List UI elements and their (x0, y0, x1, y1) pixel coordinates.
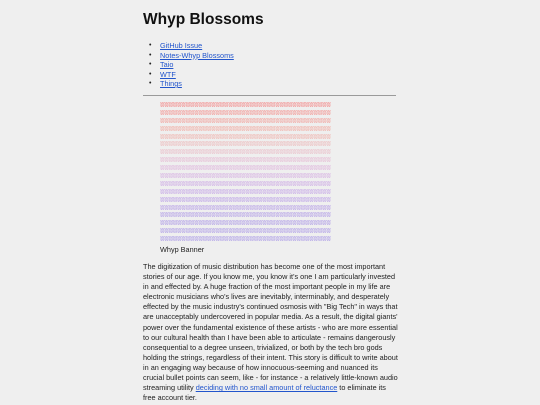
list-item (147, 41, 234, 51)
banner-pattern-row: ʬʬʬʬʬʬʬʬʬʬʬʬʬʬʬʬʬʬʬʬʬʬʬʬʬʬʬʬʬʬʬʬʬʬʬʬʬʬʬʬ (160, 131, 331, 141)
bullet-icon: • (149, 70, 152, 78)
bullet-icon: • (149, 42, 152, 49)
banner-pattern-row: ʬʬʬʬʬʬʬʬʬʬʬʬʬʬʬʬʬʬʬʬʬʬʬʬʬʬʬʬʬʬʬʬʬʬʬʬʬʬʬʬ (160, 101, 331, 109)
banner-pattern-row: ʬʬʬʬʬʬʬʬʬʬʬʬʬʬʬʬʬʬʬʬʬʬʬʬʬʬʬʬʬʬʬʬʬʬʬʬʬʬʬʬ (160, 234, 331, 243)
whyp-banner-image (160, 101, 371, 243)
link-things[interactable]: Things (160, 79, 182, 88)
bullet-icon: • (149, 61, 152, 68)
link-notes-whyp-blossoms[interactable]: Notes-Whyp Blossoms (160, 50, 234, 60)
article-inline-link[interactable]: deciding with no small amount of reluctance (195, 383, 338, 393)
list-item (147, 60, 234, 70)
article-text-end: to eliminate its free account tier. (143, 383, 386, 403)
banner-pattern-row: ʬʬʬʬʬʬʬʬʬʬʬʬʬʬʬʬʬʬʬʬʬʬʬʬʬʬʬʬʬʬʬʬʬʬʬʬʬʬʬʬ (160, 226, 331, 236)
link-list (147, 41, 234, 89)
list-item (147, 51, 234, 61)
banner-pattern-row: ʬʬʬʬʬʬʬʬʬʬʬʬʬʬʬʬʬʬʬʬʬʬʬʬʬʬʬʬʬʬʬʬʬʬʬʬʬʬʬʬ (160, 147, 331, 157)
banner-pattern-row: ʬʬʬʬʬʬʬʬʬʬʬʬʬʬʬʬʬʬʬʬʬʬʬʬʬʬʬʬʬʬʬʬʬʬʬʬʬʬʬʬ (160, 163, 331, 173)
list-item (147, 79, 234, 89)
article-paragraph (143, 262, 399, 403)
banner-pattern-row: ʬʬʬʬʬʬʬʬʬʬʬʬʬʬʬʬʬʬʬʬʬʬʬʬʬʬʬʬʬʬʬʬʬʬʬʬʬʬʬʬ (160, 171, 331, 181)
bullet-icon: • (149, 51, 152, 59)
banner-pattern-row: ʬʬʬʬʬʬʬʬʬʬʬʬʬʬʬʬʬʬʬʬʬʬʬʬʬʬʬʬʬʬʬʬʬʬʬʬʬʬʬʬ (160, 202, 331, 212)
article-text-start: The digitization of music distribution has become one of the most important stories of our age. If you know me, you know it's one I am particularly invested in and effected by. A huge fraction of the most important people in my life are electronic musicians who's lives are inevitably, interminably, and desperately effected by the music industry's continued osmosis with "Big Tech" in ways that are unacceptably undercovered in popular media. As a result, the digital giants' power over the fundamental existence of these artists - who are more essential to our cultural health than I have been able to articulate - remains dangerously consequential to a degree unseen, trivialized, or both by the tech bro gods holding the strings, regardless of their intent. This story is difficult to write about in an engaging way because of how innocuous-seeming and nuanced its crucial bullet points can seem, like - for instance - a relatively little-known audio streaming utility (143, 262, 398, 393)
list-item (147, 70, 234, 80)
banner-pattern-row: ʬʬʬʬʬʬʬʬʬʬʬʬʬʬʬʬʬʬʬʬʬʬʬʬʬʬʬʬʬʬʬʬʬʬʬʬʬʬʬʬ (160, 107, 331, 117)
banner-pattern-row: ʬʬʬʬʬʬʬʬʬʬʬʬʬʬʬʬʬʬʬʬʬʬʬʬʬʬʬʬʬʬʬʬʬʬʬʬʬʬʬʬ (160, 194, 331, 204)
banner-pattern-row: ʬʬʬʬʬʬʬʬʬʬʬʬʬʬʬʬʬʬʬʬʬʬʬʬʬʬʬʬʬʬʬʬʬʬʬʬʬʬʬʬ (160, 115, 331, 125)
banner-caption: Whyp Banner (160, 245, 205, 254)
banner-pattern-row: ʬʬʬʬʬʬʬʬʬʬʬʬʬʬʬʬʬʬʬʬʬʬʬʬʬʬʬʬʬʬʬʬʬʬʬʬʬʬʬʬ (160, 123, 331, 133)
page-title: Whyp Blossoms (143, 11, 264, 28)
link-github-issue[interactable]: GitHub Issue (160, 41, 203, 50)
banner-pattern-row: ʬʬʬʬʬʬʬʬʬʬʬʬʬʬʬʬʬʬʬʬʬʬʬʬʬʬʬʬʬʬʬʬʬʬʬʬʬʬʬʬ (160, 139, 331, 149)
banner-pattern-row: ʬʬʬʬʬʬʬʬʬʬʬʬʬʬʬʬʬʬʬʬʬʬʬʬʬʬʬʬʬʬʬʬʬʬʬʬʬʬʬʬ (160, 210, 331, 220)
bullet-icon: • (149, 80, 152, 87)
link-wtf[interactable]: WTF (160, 69, 176, 79)
banner-pattern-row: ʬʬʬʬʬʬʬʬʬʬʬʬʬʬʬʬʬʬʬʬʬʬʬʬʬʬʬʬʬʬʬʬʬʬʬʬʬʬʬʬ (160, 178, 331, 188)
horizontal-divider (143, 95, 396, 96)
banner-pattern-row: ʬʬʬʬʬʬʬʬʬʬʬʬʬʬʬʬʬʬʬʬʬʬʬʬʬʬʬʬʬʬʬʬʬʬʬʬʬʬʬʬ (160, 186, 331, 196)
banner-pattern-row: ʬʬʬʬʬʬʬʬʬʬʬʬʬʬʬʬʬʬʬʬʬʬʬʬʬʬʬʬʬʬʬʬʬʬʬʬʬʬʬʬ (160, 155, 331, 165)
banner-pattern-row: ʬʬʬʬʬʬʬʬʬʬʬʬʬʬʬʬʬʬʬʬʬʬʬʬʬʬʬʬʬʬʬʬʬʬʬʬʬʬʬʬ (160, 218, 331, 228)
link-taio[interactable]: Taio (160, 60, 174, 69)
